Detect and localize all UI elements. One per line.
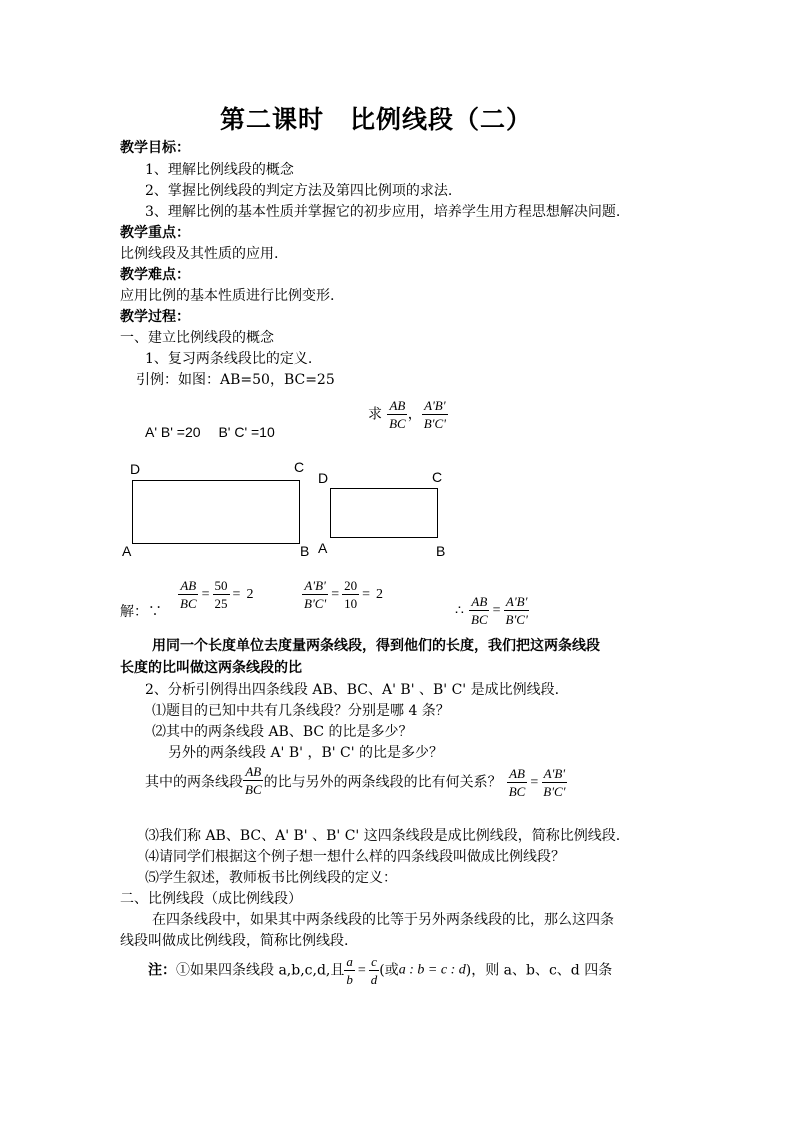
vertex-label-d-right: D: [318, 470, 329, 486]
vertex-label-c-right: C: [432, 469, 443, 485]
rectangle-abcd-small: [330, 488, 438, 538]
goal-item-2: 2、掌握比例线段的判定方法及第四比例项的求法.: [145, 183, 453, 199]
bold-paragraph-line-2: 长度的比叫做这两条线段的比: [120, 660, 302, 676]
goal-item-1: 1、理解比例线段的概念: [145, 162, 294, 178]
vertex-label-b-right: B: [436, 543, 446, 559]
section-1-heading: 一、建立比例线段的概念: [120, 330, 274, 346]
bold-paragraph-line-1: 用同一个长度单位去度量两条线段，得到他们的长度，我们把这两条线段: [152, 638, 600, 654]
difficulty-text: 应用比例的基本性质进行比例变形.: [120, 288, 335, 304]
question-2: ⑵其中的两条线段 AB、BC 的比是多少？: [152, 724, 413, 740]
question-4: ⑷请同学们根据这个例子想一想什么样的四条线段叫做成比例线段？: [145, 849, 565, 865]
solution-equation-2: $\frac{A'B'}{B'C'}$ = $\frac{20}{10}$ = 2: [304, 578, 383, 611]
difficulty-heading: 教学难点：: [120, 267, 190, 283]
fraction-ab-bc-prime: $\frac{A'B'}{B'C'}$: [423, 398, 446, 431]
vertex-label-a-right: A: [318, 540, 328, 556]
vertex-label-d-left: D: [130, 461, 141, 477]
question-1: ⑴题目的已知中共有几条线段？分别是哪 4 条？: [152, 703, 450, 719]
question-3: ⑶我们称 AB、BC、A' B' 、B' C' 这四条线段是成比例线段，简称比例线段.: [145, 828, 621, 844]
solution-label: 解：∵: [120, 604, 162, 620]
given-values: A' B' =20 B' C' =10: [145, 424, 275, 440]
question-5: ⑸学生叙述，教师板书比例线段的定义：: [145, 870, 397, 886]
section-2-heading: 二、比例线段（成比例线段）: [120, 891, 302, 907]
section-1-item-2: 2、分析引例得出四条线段 AB、BC、A' B' 、B' C' 是成比例线段.: [145, 682, 560, 698]
vertex-label-b-left: B: [300, 543, 310, 559]
rectangle-abcd-large: [132, 480, 300, 544]
section-1-item-1: 1、复习两条线段比的定义.: [145, 351, 313, 367]
vertex-label-a-left: A: [122, 543, 132, 559]
find-expression: 求 $\frac{AB}{BC}$ ， $\frac{A'B'}{B'C'}$: [368, 398, 446, 431]
definition-line-1: 在四条线段中，如果其中两条线段的比等于另外两条线段的比，那么这四条: [152, 912, 614, 928]
fraction-ab-bc: $\frac{AB}{BC}$: [389, 398, 406, 431]
solution-equation-1: $\frac{AB}{BC}$ = $\frac{50}{25}$ = 2: [180, 578, 254, 611]
definition-line-2: 线段叫做成比例线段，简称比例线段.: [120, 933, 349, 949]
vertex-label-c-left: C: [294, 459, 305, 475]
goal-item-3: 3、理解比例的基本性质并掌握它的初步应用，培养学生用方程思想解决问题.: [145, 204, 621, 220]
process-heading: 教学过程：: [120, 309, 190, 325]
solution-conclusion: ∴ $\frac{AB}{BC}$ = $\frac{A'B'}{B'C'}$: [455, 594, 528, 627]
focus-text: 比例线段及其性质的应用.: [120, 246, 279, 262]
focus-heading: 教学重点：: [120, 225, 190, 241]
note-line: 注：①如果四条线段 a,b,c,d,且 $\frac{a}{b}$ = $\frac{c}{d}$ (或a : b = c : d)，则 a、b、c、d 四条: [148, 954, 613, 987]
relation-line: 其中的两条线段 $\frac{AB}{BC}$ 的比与另外的两条线段的比有何关系？ $\frac{AB}{BC}$ = $\frac{A'B'}{B'C'}$: [145, 764, 566, 799]
example-text: 引例：如图：AB=50，BC=25: [136, 372, 335, 388]
question-2b: 另外的两条线段 A' B' ，B' C' 的比是多少？: [168, 745, 444, 761]
page-title: 第二课时 比例线段（二）: [220, 105, 533, 134]
goals-heading: 教学目标：: [120, 140, 190, 156]
